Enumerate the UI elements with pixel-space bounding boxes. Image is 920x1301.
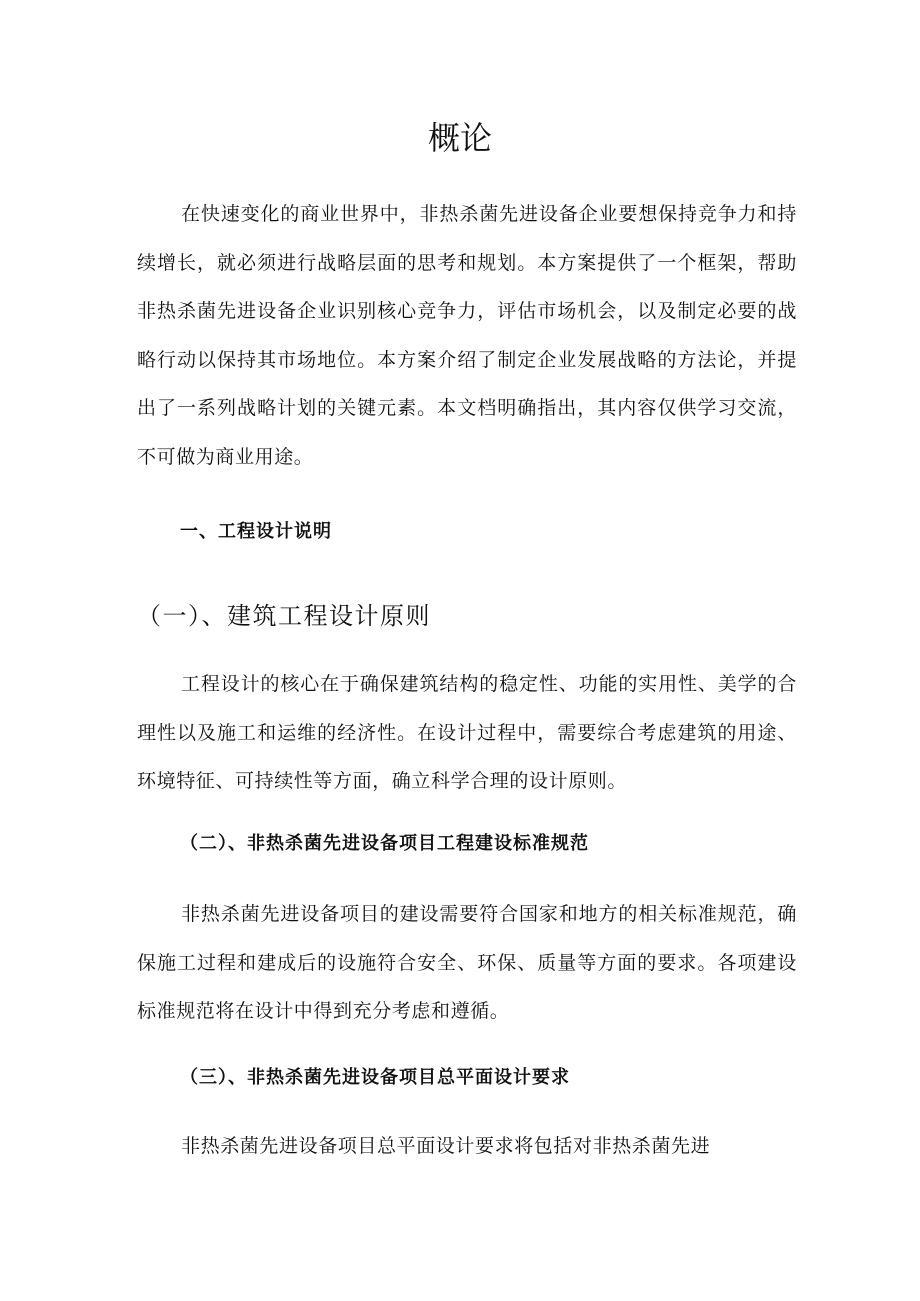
chapter-heading: 一、工程设计说明 (180, 521, 332, 542)
section-1-heading: （一）、建筑工程设计原则 (137, 602, 431, 630)
section-2-heading: （二）、非热杀菌先进设备项目工程建设标准规范 (180, 833, 589, 854)
section-3-heading: （三）、非热杀菌先进设备项目总平面设计要求 (180, 1067, 570, 1088)
section-2-paragraph: 非热杀菌先进设备项目的建设需要符合国家和地方的相关标准规范，确保施工过程和建成后的设施符合安全、环保、质量等方面的要求。各项建设标准规范将在设计中得到充分考虑和遵循。 (137, 903, 797, 1022)
section-3-paragraph: 非热杀菌先进设备项目总平面设计要求将包括对非热杀菌先进 (181, 1135, 711, 1157)
intro-paragraph: 在快速变化的商业世界中，非热杀菌先进设备企业要想保持竞争力和持续增长，就必须进行战略层面的思考和规划。本方案提供了一个框架，帮助非热杀菌先进设备企业识别核心竞争力，评估市场机会，以及制定必要的战略行动以保持其市场地位。本方案介绍了制定企业发展战略的方法论，并提出了一系列战略计划的关键元素。本文档明确指出，其内容仅供学习交流，不可做为商业用途。 (137, 203, 797, 468)
document-title: 概论 (427, 119, 492, 157)
section-1-paragraph: 工程设计的核心在于确保建筑结构的稳定性、功能的实用性、美学的合理性以及施工和运维的经济性。在设计过程中，需要综合考虑建筑的用途、环境特征、可持续性等方面，确立科学合理的设计原则。 (137, 673, 797, 792)
